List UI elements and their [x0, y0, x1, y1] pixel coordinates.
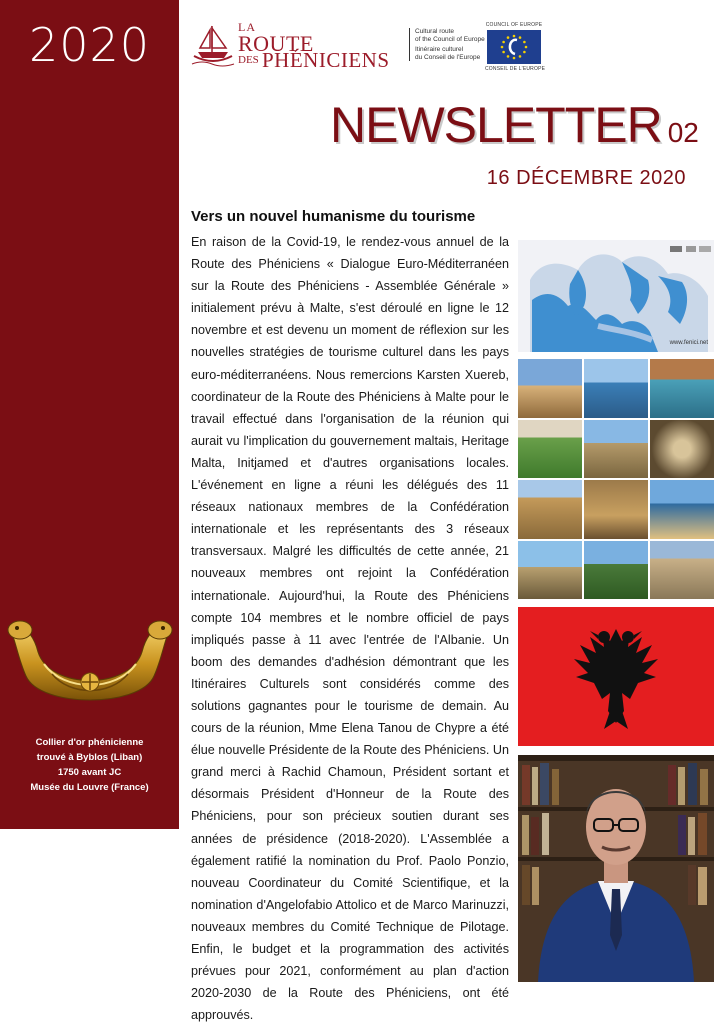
coe-text-line: of the Council of Europe — [415, 35, 485, 43]
collage-photo — [650, 420, 714, 479]
caption-line: 1750 avant JC — [57, 767, 122, 778]
route-des-pheniciens-logo — [190, 20, 410, 72]
logo-route: ROUTE — [238, 31, 314, 56]
newsletter-word: NEWSLETTER — [330, 97, 662, 153]
double-headed-eagle-icon — [518, 607, 714, 746]
albania-flag-image — [518, 607, 714, 746]
ship-icon — [190, 22, 236, 70]
collage-photo — [518, 541, 582, 600]
portrait-photo — [518, 755, 714, 982]
issue-number: 02 — [667, 117, 699, 148]
article-body: En raison de la Covid-19, le rendez-vous annuel de la Route des Phéniciens « Dialogue Euro-Méditerranéen sur la Route des Phéniciens - Assemblée Générale » initialement prévu à Malte, s'est déroulé en ligne le 12 novembre et est devenu un moment de réflexion sur les nouvelles stratégies de tourisme culturel dans les pays euro-méditerranéens. Nous remercions Karsten Xuereb, coordinateur de la Route des Phéniciens à Malte pour le travail effectué dans l'organisation de la réunion qui aurait vu l'implication du gouvernement maltais, Heritage Malta, Initjamed et d'autres organisations locales. L'événement en ligne a réuni les délégués des 11 réseaux nationaux membres de la Confédération internationale et les représentants des 3 réseaux transversaux. Malgré les difficultés de cette année, 21 nouveaux membres ont rejoint la Confédération internationale. Aujourd'hui, la Route des Phéniciens compte 104 membres et le nombre officiel de pays impliqués passe à 11 avec l'entrée de l'Albanie. Un boom des demandes d'adhésion démontrant que les Itinéraires Culturels sont considérés comme des solutions gagnantes pour le tourisme de demain. Au cours de la réunion, Mme Elena Tanou de Chypre a été élue nouvelle Présidente de la Route des Phéniciens. Un grand merci à Rachid Chamoun, Président sortant et désormais Président d'Honneur de la Route des Phéniciens, pour son précieux soutien durant ses années de présidence (2018-2020). L'Assemblée a également ratifié la nomination du Prof. Paolo Ponzio, nouveau Coordinateur du Comité Scientifique, et la nomination d'Angelofabio Attolico et de Marco Marinuzzi, nouveaux membres du Comité Technique de Pilotage. Enfin, le budget et la programmation des activités prévues pour 2021, conformément au plan d'action 2020-2030 de la Route des Phéniciens, ont été approuvés. — [191, 235, 509, 1023]
logo-pheniciens: PHÉNICIENS — [262, 48, 390, 72]
council-of-europe-text — [409, 28, 485, 61]
caption-line: Musée du Louvre (France) — [30, 782, 149, 793]
year-label: 2020 — [28, 18, 151, 72]
logo-la: LA — [238, 20, 256, 34]
collage-photo — [518, 359, 582, 418]
collage-photo — [584, 359, 648, 418]
coe-logo-bottom-text: CONSEIL DE L'EUROPE — [485, 66, 546, 72]
coe-text-line: du Conseil de l'Europe — [415, 53, 481, 61]
collage-photo — [650, 541, 714, 600]
coe-text-line: Itinéraire culturel — [415, 46, 464, 53]
collage-photo — [650, 480, 714, 539]
map-caption: www.fenici.net — [669, 340, 708, 346]
logo-des: DES — [238, 54, 259, 66]
photo-collage — [518, 359, 714, 599]
coe-logo-top-text: COUNCIL OF EUROPE — [485, 22, 543, 28]
mediterranean-map-image — [518, 240, 714, 352]
collage-photo — [650, 359, 714, 418]
coe-flag-icon — [487, 30, 541, 64]
collage-photo — [518, 480, 582, 539]
council-of-europe-logo — [485, 22, 546, 72]
necklace-caption — [0, 735, 179, 795]
collage-photo — [518, 420, 582, 479]
sidebar — [0, 0, 179, 829]
caption-line: Collier d'or phénicienne — [35, 737, 144, 748]
article-title: Vers un nouvel humanisme du tourisme — [191, 208, 476, 225]
issue-date: 16 DÉCEMBRE 2020 — [486, 167, 686, 189]
collage-photo — [584, 420, 648, 479]
gold-necklace-image — [4, 612, 176, 724]
collage-photo — [584, 480, 648, 539]
caption-line: trouvé à Byblos (Liban) — [36, 752, 143, 763]
coe-text-line: Cultural route — [415, 28, 455, 35]
newsletter-title — [330, 96, 699, 154]
collage-photo — [584, 541, 648, 600]
